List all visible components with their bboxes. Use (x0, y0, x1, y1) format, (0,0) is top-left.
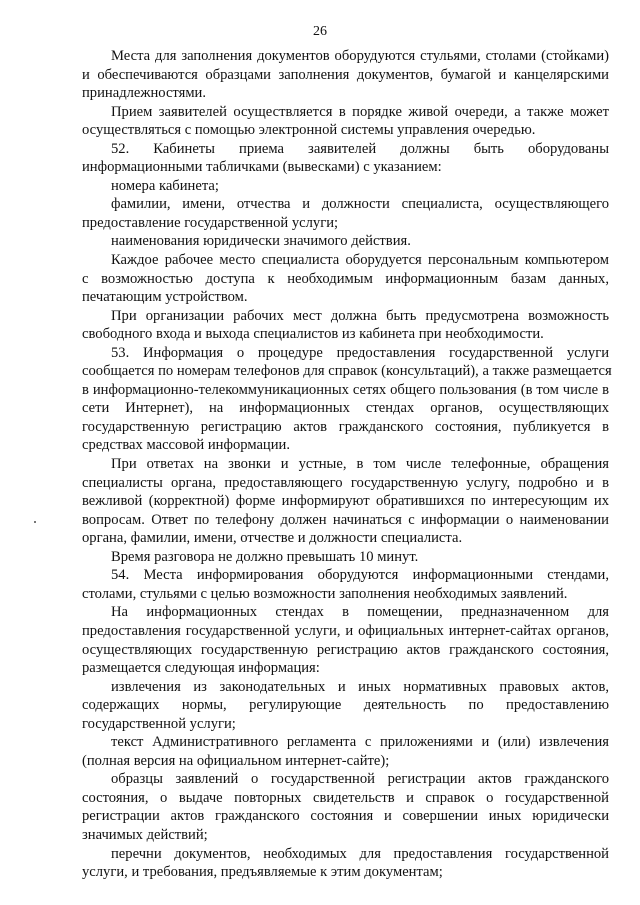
text-line: При ответах на звонки и устные, в том числе телефонные, обращения (111, 456, 609, 473)
text-line: средствах массовой информации. (82, 437, 291, 454)
text-line: в информационно-телекоммуникационных сетях общего пользования (в том числе в (82, 381, 609, 398)
text-line: состояния, о выдаче повторных свидетельств и справок о государственной (82, 789, 609, 806)
text-line: При организации рабочих мест должна быть предусмотрена возможность (111, 307, 609, 324)
paragraph (82, 548, 609, 567)
text-line: номера кабинета; (111, 177, 219, 194)
text-line: и обеспечиваются образцами заполнения документов, бумагой и канцелярскими (82, 66, 609, 83)
paragraph (82, 195, 609, 232)
text-line: сообщается по номерам телефонов для справок (консультаций), а также размещается (82, 363, 612, 380)
text-line: перечни документов, необходимых для предоставления государственной (111, 845, 609, 862)
text-line: с возможностью доступа к необходимым информационным базам данных, (82, 270, 609, 287)
text-line: регистрации актов гражданского состояния и совершении иных юридически (82, 808, 609, 825)
paragraph (82, 232, 609, 251)
paragraph (82, 603, 609, 677)
text-line: информационными табличками (вывесками) с указанием: (82, 159, 442, 176)
paragraph (82, 455, 609, 548)
text-line: Места для заполнения документов оборудуются стульями, столами (стойками) (111, 48, 609, 64)
paragraph (82, 733, 609, 770)
text-line: государственную регистрацию актов гражданского состояния, публикуется в (82, 418, 609, 435)
text-line: 54. Места информирования оборудуются информационными стендами, (111, 567, 609, 584)
text-line: Каждое рабочее место специалиста оборудуется персональным компьютером (111, 252, 609, 269)
paragraph (82, 845, 609, 882)
text-line: содержащих нормы, регулирующие деятельность по предоставлению (82, 697, 609, 714)
paragraph (82, 140, 609, 177)
page-number: 26 (313, 24, 327, 39)
paragraph (82, 344, 612, 455)
text-line: услуги, и требования, предъявляемые к этим документам; (82, 864, 443, 881)
text-line: принадлежностями. (82, 85, 207, 102)
text-line: 52. Кабинеты приема заявителей должны быть оборудованы (111, 140, 609, 157)
text-line: Время разговора не должно превышать 10 минут. (111, 548, 419, 565)
text-line: 53. Информация о процедуре предоставления государственной услуги (111, 344, 609, 361)
text-line: (полная версия на официальном интернет-сайте); (82, 752, 390, 769)
text-line: наименования юридически значимого действия. (111, 233, 411, 250)
text-line: осуществляющих государственную регистрацию актов гражданского состояния, (82, 641, 609, 658)
text-line: вопросам. Ответ по телефону должен начинаться с информации о наименовании (82, 511, 609, 528)
text-line: специалисты органа, предоставляющего государственную услугу, подробно и в (82, 474, 609, 491)
text-line: образцы заявлений о государственной регистрации актов гражданского (111, 771, 609, 788)
text-line: предоставления государственной услуги, и официальных интернет-сайтах органов, (82, 622, 609, 639)
text-line: свободного входа и выхода специалистов из кабинета при необходимости. (82, 326, 544, 343)
text-line: текст Административного регламента с приложениями и (или) извлечения (111, 734, 609, 751)
text-line: осуществляться с помощью электронной системы управления очередью. (82, 122, 536, 139)
text-line: столами, стульями с целью возможности заполнения необходимых заявлений. (82, 585, 568, 602)
paragraph (82, 47, 609, 103)
text-line: На информационных стендах в помещении, предназначенном для (111, 604, 609, 621)
text-line: значимых действий; (82, 826, 208, 843)
paragraph (82, 566, 609, 603)
text-line: Прием заявителей осуществляется в порядке живой очереди, а также может (111, 103, 609, 120)
text-line: предоставление государственной услуги; (82, 214, 339, 231)
text-line: государственной услуги; (82, 715, 236, 732)
scan-speck (34, 521, 36, 523)
text-line: органа, фамилии, имени, отчестве и должности специалиста. (82, 530, 463, 547)
paragraph (82, 251, 609, 307)
text-line: фамилии, имени, отчества и должности специалиста, осуществляющего (111, 196, 609, 213)
text-line: размещается следующая информация: (82, 660, 320, 677)
text-line: сети Интернет), на информационных стендах органов, осуществляющих (82, 400, 609, 417)
paragraph (82, 770, 609, 844)
paragraph (82, 678, 609, 734)
paragraph (82, 177, 609, 196)
paragraph (82, 307, 609, 344)
text-line: печатающим устройством. (82, 289, 248, 306)
text-line: извлечения из законодательных и иных нормативных правовых актов, (111, 678, 609, 695)
document-body (82, 47, 612, 882)
text-line: вежливой (корректной) форме информируют обратившихся по интересующим их (82, 493, 609, 510)
paragraph (82, 103, 609, 140)
